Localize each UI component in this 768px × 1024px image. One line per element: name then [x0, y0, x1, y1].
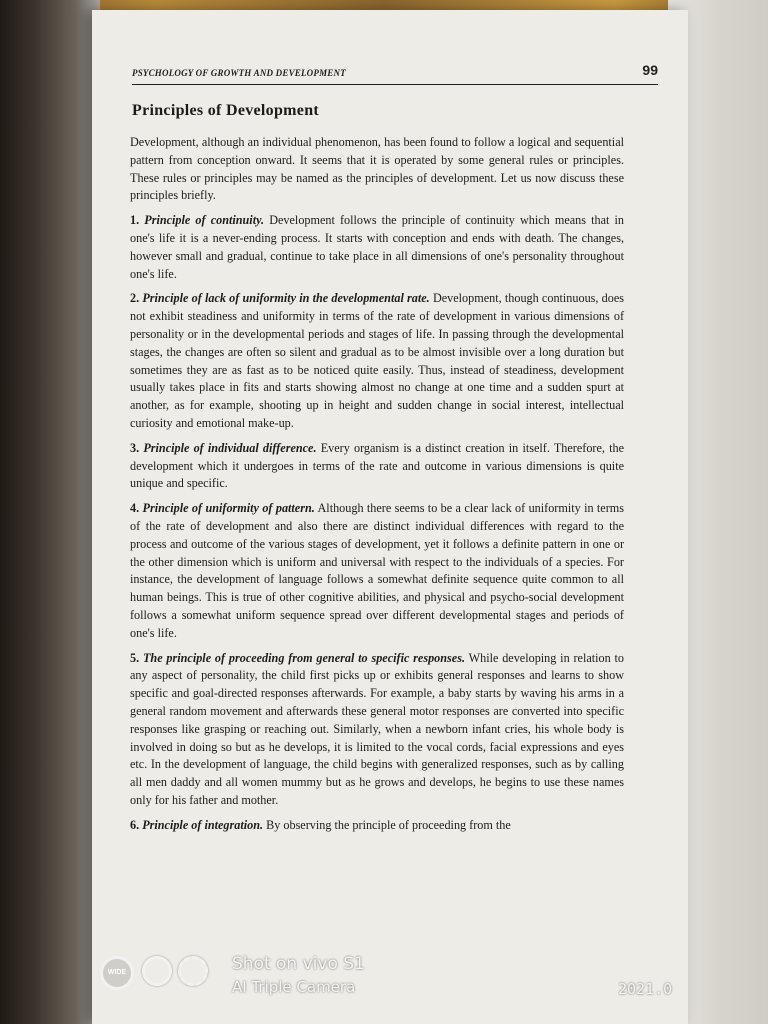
principle-number: 3.	[130, 440, 140, 455]
principle-title: Principle of integration.	[142, 817, 264, 832]
lens-circle-icon	[142, 956, 172, 986]
principle-text: By observing the principle of proceeding from the	[266, 817, 511, 832]
principle-title: Principle of lack of uniformity in the developmental rate.	[142, 291, 430, 306]
principle-number: 6.	[130, 817, 140, 832]
principle-paragraph	[130, 212, 624, 283]
principle-text: While developing in relation to any aspect of personality, the child first picks up or exhibits general responses and learns to show specific and goal-directed responses afterwards. For example, a baby starts by waving his arms in a general random movement and afterwards these general motor responses are converted into specific responses like grasping or reaching out. Similarly, when a newborn infant cries, his whole body is involved in doing so but as he develops, it is limited to the vocal cords, facial expressions and eyes etc. In the development of language, the child begins with generalized responses, such as by calling all men daddy and all women mummy but as he grows and develops, he begins to use these names only for his father and mother.	[130, 650, 625, 807]
principle-paragraph	[130, 817, 624, 835]
book-binding-edge	[0, 0, 100, 1024]
body-text	[130, 134, 624, 841]
principle-number: 2.	[130, 291, 140, 306]
intro-paragraph: Development, although an individual phenomenon, has been found to follow a logical and sequential pattern from conception onward. It seems that it is operated by some general rules or principles. These rules or principles may be named as the principles of development. Let us now discuss these principles briefly.	[130, 135, 624, 203]
principle-title: Principle of uniformity of pattern.	[142, 501, 315, 516]
principle-text: Development, though continuous, does not exhibit steadiness and uniformity in terms of the rate of development in various dimensions of personality or in the developmental periods and stages of life. In passing through the developmental stages, the changes are often so silent and gradual as to be almost invisible over a long duration but sometimes they are as fast as to be noticed quite easily. Thus, instead of steadiness, development usually takes place in fits and starts showing almost no change at one time and a sudden spurt at another, as for example, shooting up in height and sudden change in social interest, intellectual curiosity and emotional make-up.	[130, 291, 625, 430]
principle-paragraph	[130, 290, 624, 432]
principle-title: Principle of individual difference.	[143, 440, 317, 455]
principle-number: 5.	[130, 650, 140, 665]
section-heading: Principles of Development	[132, 102, 320, 119]
running-title: PSYCHOLOGY OF GROWTH AND DEVELOPMENT	[132, 68, 346, 78]
watermark-camera: AI Triple Camera	[232, 978, 356, 996]
principle-text: Development follows the principle of continuity which means that in one's life it is a never-ending process. It starts with conception and ends with death. The changes, however small and gradual, continue to take place in all dimensions of one's personality throughout one's life.	[130, 213, 624, 281]
principle-title: The principle of proceeding from general to specific responses.	[142, 650, 465, 665]
running-header	[132, 64, 658, 85]
principle-text: Although there seems to be a clear lack of uniformity in terms of the rate of development and also there are distinct individual differences with regard to the process and outcome of the various stages of development, yet it follows a definite pattern in one or the other dimension which is uniform and universal with respect to the individuals of a species. For instance, the development of language follows a somewhat definite sequence quite common to all human beings. This is true of other cognitive abilities, and physical and psycho-social development follows a somewhat uniform sequence spread over different developmental stages and periods of one's life.	[130, 501, 625, 640]
principle-paragraph	[130, 650, 624, 810]
watermark-device: Shot on vivo S1	[232, 954, 365, 974]
camera-watermark	[100, 952, 700, 1002]
principle-paragraph	[130, 440, 624, 493]
watermark-date: 2021.0	[618, 980, 673, 998]
lens-aperture-icon	[178, 956, 208, 986]
principle-paragraph	[130, 500, 624, 642]
principle-number: 1.	[130, 213, 140, 228]
principle-text: Every organism is a distinct creation in itself. Therefore, the development which it undergoes in terms of the rate and outcome in various dimensions is quite unique and specific.	[130, 440, 625, 491]
page-number: 99	[642, 62, 658, 78]
wide-lens-icon: WIDE	[100, 956, 134, 990]
principle-number: 4.	[130, 501, 140, 516]
book-page	[92, 10, 688, 1024]
principle-title: Principle of continuity.	[144, 213, 265, 228]
